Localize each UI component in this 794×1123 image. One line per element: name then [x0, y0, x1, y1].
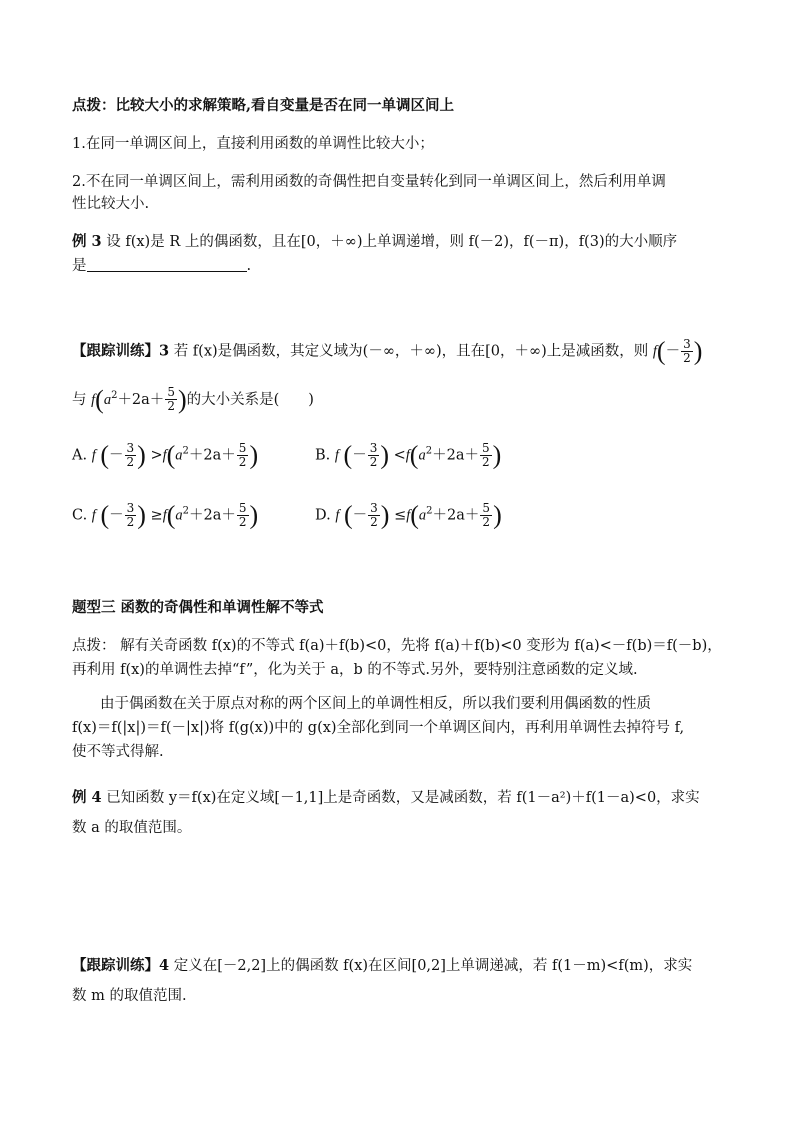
practice-3-line-1: 【跟踪训练】3 若 f(x)是偶函数，其定义域为(－∞，＋∞)，且在[0，＋∞)上是减函数，则 f(－ $\frac{3}{2}$ ) [72, 336, 703, 366]
example-4-line-1 [72, 788, 700, 808]
type3-para-line-3: 使不等式得解. [72, 744, 164, 760]
practice-3-prefix: 与 [72, 391, 87, 408]
practice-4-line-2: 数 m 的取值范围. [72, 988, 187, 1004]
f-symbol: f [652, 343, 657, 360]
option-a: A. f (－ $\frac{3}{2}$ ) $>f(a^2+2a+$ $\frac{5}{2}$ ) [72, 440, 259, 470]
practice-3-suffix: 的大小关系是( ) [186, 391, 314, 408]
type3-tip-line-2: 再利用 f(x)的单调性去掉“f”，化为关于 a，b 的不等式.另外，要特别注意函数的定义域. [72, 662, 638, 678]
section-title: 题型三 函数的奇偶性和单调性解不等式 [72, 599, 324, 616]
example-4-label: 例 4 [72, 789, 102, 806]
practice-4-text: 定义在[－2,2]上的偶函数 f(x)在区间[0,2]上单调递减，若 f(1－m)<f(m)，求实 [173, 958, 693, 974]
example-3-text: 设 f(x)是 R 上的偶函数，且在[0，＋∞)上单调递增，则 f(－2)，f(－π)，f(3)的大小顺序 [106, 234, 678, 250]
example-3-suffix: . [246, 258, 252, 274]
tip-item-2-line-2: 性比较大小. [72, 196, 150, 212]
example-4-text: 已知函数 y＝f(x)在定义域[－1,1]上是奇函数，又是减函数，若 f(1－a²)＋f(1－a)<0，求实 [106, 790, 700, 806]
example-3-prefix: 是 [72, 258, 87, 274]
tip-item-2-line-1: 2.不在同一单调区间上，需利用函数的奇偶性把自变量转化到同一单调区间上，然后利用单调 [72, 174, 666, 190]
type3-para-line-2: f(x)＝f(|x|)＝f(－|x|)将 f(g(x))中的 g(x)全部化到同一个单调区间内，再利用单调性去掉符号 f, [72, 720, 685, 736]
fraction-5-2: $\frac{5}{2}$ [167, 385, 175, 414]
example-3-line-1 [72, 232, 677, 252]
practice-4-line-1 [72, 956, 692, 976]
option-c: C. f (－ $\frac{3}{2}$ ) $\ge f(a^2+2a+$ $\frac{5}{2}$ ) [72, 500, 259, 530]
example-3-line-2 [72, 256, 251, 276]
practice-3-text: 若 f(x)是偶函数，其定义域为(－∞，＋∞)，且在[0，＋∞)上是减函数，则 [173, 343, 649, 360]
option-b: B. f (－ $\frac{3}{2}$ ) $<f(a^2+2a+$ $\frac{5}{2}$ ) [315, 440, 502, 470]
answer-blank [87, 257, 247, 272]
example-3-label: 例 3 [72, 233, 102, 250]
type3-para-line-1: 由于偶函数在关于原点对称的两个区间上的单调性相反，所以我们要利用偶函数的性质 [100, 696, 651, 712]
tip-title: 点拨：比较大小的求解策略,看自变量是否在同一单调区间上 [72, 97, 455, 114]
example-4-line-2: 数 a 的取值范围。 [72, 820, 192, 836]
tip-item-1: 1.在同一单调区间上，直接利用函数的单调性比较大小； [72, 136, 434, 152]
practice-3-line-2: 与 $f(a^2+2a+$ $\frac{5}{2}$ )的大小关系是( ) [72, 384, 314, 414]
practice-3-label: 【跟踪训练】3 [72, 342, 170, 360]
option-d: D. f (－ $\frac{3}{2}$ ) $\le f(a^2+2a+$ $\frac{5}{2}$ ) [315, 500, 502, 530]
fraction-3-2: $\frac{3}{2}$ [683, 337, 691, 365]
type3-tip-line-1: 点拨： 解有关奇函数 f(x)的不等式 f(a)＋f(b)<0，先将 f(a)＋f(b)<0 变形为 f(a)<－f(b)＝f(－b)， [72, 638, 722, 654]
practice-4-label: 【跟踪训练】4 [72, 957, 170, 974]
